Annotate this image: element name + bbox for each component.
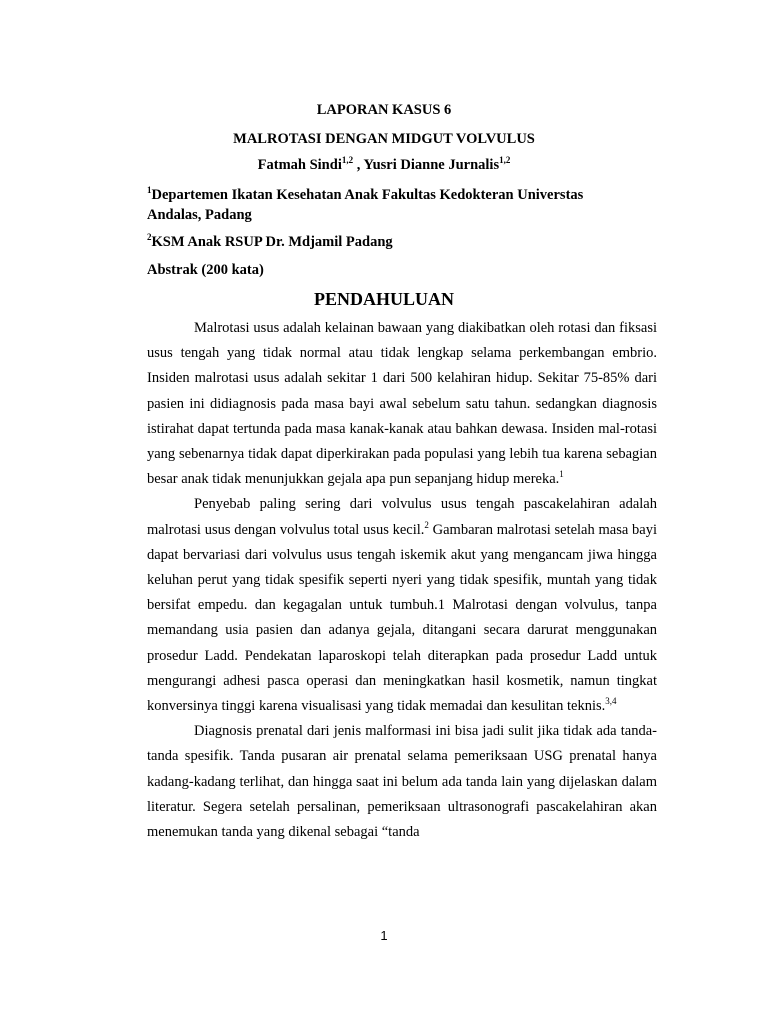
paragraph <box>147 492 657 719</box>
paragraph <box>147 719 657 845</box>
author-affiliation-sup: 1,2 <box>499 155 511 166</box>
paragraph-text: Penyebab paling sering dari volvulus usus tengah pascakelahiran adalah malrotasi usus dengan volvulus total usus kecil. <box>147 496 657 538</box>
citation-sup: 1 <box>559 469 564 480</box>
paragraph-text: Gambaran malrotasi setelah masa bayi dapat bervariasi dari volvulus usus tengah iskemik akut yang mengancam jiwa hingga keluhan perut yang tidak spesifik seperti nyeri yang tidak spesifik, muntah yang tidak bersifat empedu. dan kegagalan untuk tumbuh.1 Malrotasi dengan volvulus, tanpa memandang usia pasien dan adanya gejala, ditangani secara darurat menggunakan prosedur Ladd. Pendekatan laparoskopi telah diterapkan pada prosedur Ladd untuk mengurangi adhesi pasca operasi dan meningkatkan hasil kosmetik, namun tingkat konversinya tinggi karena visualisasi yang tidak memadai dan kesulitan teknis. <box>147 521 657 715</box>
body-text <box>147 316 657 845</box>
author-affiliation-sup: 1,2 <box>341 155 354 166</box>
affiliation-sup: 1 <box>147 185 152 196</box>
paragraph <box>147 316 657 492</box>
author-separator: , <box>353 157 364 173</box>
paragraph-text: Diagnosis prenatal dari jenis malformasi ini bisa jadi sulit jika tidak ada tanda-tanda spesifik. Tanda pusaran air prenatal selama pemeriksaan USG prenatal hanya kadang-kadang terlihat, dan hingga saat ini belum ada tanda lain yang dijelaskan dalam literatur. Segera setelah persalinan, pemeriksaan ultrasonografi pascakelahiran akan menemukan tanda yang dikenal sebagai “tanda <box>147 723 657 841</box>
report-label: LAPORAN KASUS 6 <box>316 102 452 118</box>
author-name: Fatmah Sindi <box>257 157 342 173</box>
section-heading: PENDAHULUAN <box>313 289 454 309</box>
affiliation-text: Departemen Ikatan Kesehatan Anak Fakultas Kedokteran Universtas Andalas, Padang <box>147 187 584 223</box>
citation-sup: 2 <box>424 519 429 530</box>
author-name: Yusri Dianne Jurnalis <box>363 157 500 173</box>
affiliation-sup: 2 <box>147 232 152 243</box>
author-line <box>0 157 768 174</box>
citation-sup: 3,4 <box>605 696 617 707</box>
paper-title: MALROTASI DENGAN MIDGUT VOLVULUS <box>233 131 535 147</box>
paragraph-text: Malrotasi usus adalah kelainan bawaan yang diakibatkan oleh rotasi dan fiksasi usus tengah yang tidak normal atau tidak lengkap selama perkembangan embrio. Insiden malrotasi usus adalah sekitar 1 dari 500 kelahiran hidup. Sekitar 75-85% dari pasien ini didiagnosis pada masa bayi awal sebelum satu tahun. sedangkan diagnosis istirahat dapat tertunda pada masa kanak-kanak atau bahkan dewasa. Insiden mal-rotasi yang sebenarnya tidak dapat diperkirakan pada populasi yang lebih tua karena sebagian besar anak tidak menunjukkan gejala apa pun sepanjang hidup mereka. <box>147 320 657 488</box>
page-number: 1 <box>380 928 388 943</box>
affiliation <box>147 232 627 252</box>
abstract-label: Abstrak (200 kata) <box>147 262 264 278</box>
affiliation <box>147 185 627 225</box>
affiliation-text: KSM Anak RSUP Dr. Mdjamil Padang <box>151 234 393 250</box>
